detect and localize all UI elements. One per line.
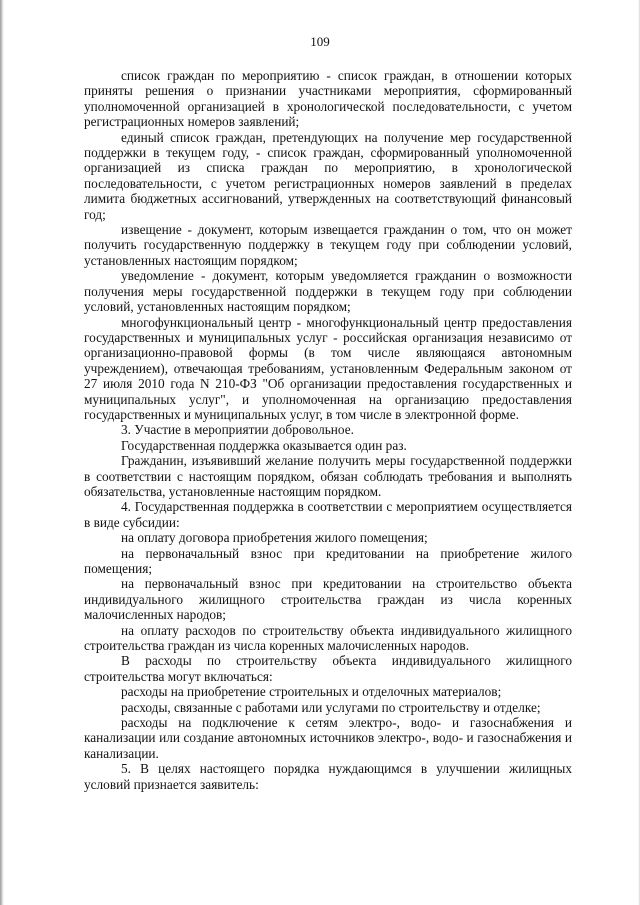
- paragraph-materials: расходы на приобретение строительных и отделочных материалов;: [121, 684, 502, 700]
- scan-left-edge: [0, 0, 4, 905]
- paragraph-mfc: многофункциональный центр - многофункциональный центр предоставления государственных и муниципальных услуг - российская организация независимо от организационно-правовой формы (в том числе являющаяся автономным учреждением), отвечающая требованиям, установленным Федеральным законом от 27 июля 2010 года N 210-ФЗ "Об организации предоставления государственных и муниципальных услуг", и уполномоченная на организацию предоставления государственных и муниципальных услуг, в том числе в электронной форме.: [84, 314, 572, 422]
- paragraph-subsidy-intro: 4. Государственная поддержка в соответствии с мероприятием осуществляется в виде субсидии:: [84, 499, 572, 530]
- paragraph-unified-list: единый список граждан, претендующих на получение мер государственной поддержки в текущем году, - список граждан, сформированный уполномоченной организацией из списка граждан по мероприятию, в хронологической последовательности, с учетом регистрационных номеров заявлений в пределах лимита бюджетных ассигнований, утвержденных на соответствующий финансовый год;: [84, 129, 572, 222]
- paragraph-subsidy-construction-costs: на оплату расходов по строительству объекта индивидуального жилищного строительства граждан из числа коренных малочисленных народов.: [84, 622, 572, 654]
- paragraph-needy: 5. В целях настоящего порядка нуждающимся в улучшении жилищных условий признается заявитель:: [84, 761, 572, 792]
- page-number: 109: [310, 34, 330, 49]
- document-body: [84, 68, 572, 792]
- paragraph-notice: извещение - документ, которым извещается гражданин о том, что он может получить государственную поддержку в текущем году при соблюдении условий, установленных настоящим порядком;: [84, 222, 572, 268]
- paragraph-obligations: Гражданин, изъявивший желание получить меры государственной поддержки в соответствии с настоящим порядком, обязан соблюдать требования и выполнять обязательства, установленные настоящим порядком.: [84, 453, 572, 499]
- paragraph-construction-costs-intro: В расходы по строительству объекта индивидуального жилищного строительства могут включаться:: [84, 653, 572, 684]
- paragraph-utilities: расходы на подключение к сетям электро-, водо- и газоснабжения и канализации или создание автономных источников электро-, водо- и газоснабжения и канализации.: [84, 715, 572, 761]
- paragraph-subsidy-construction-credit: на первоначальный взнос при кредитовании на строительство объекта индивидуального жилищного строительства граждан из числа коренных малочисленных народов;: [84, 576, 572, 623]
- paragraph-works: расходы, связанные с работами или услугами по строительству и отделке;: [121, 699, 541, 715]
- paragraph-once: Государственная поддержка оказывается один раз.: [121, 437, 407, 453]
- paragraph-subsidy-purchase: на оплату договора приобретения жилого помещения;: [121, 530, 428, 546]
- paragraph-notification: уведомление - документ, которым уведомляется гражданин о возможности получения меры государственной поддержки в текущем году при соблюдении условий, установленных настоящим порядком;: [84, 268, 572, 315]
- paragraph-voluntary: 3. Участие в мероприятии добровольное.: [121, 422, 354, 438]
- paragraph-citizens-list: список граждан по мероприятию - список граждан, в отношении которых приняты решения о признании участниками мероприятия, сформированный уполномоченной организацией в хронологической последовательности, с учетом регистрационных номеров заявлений;: [84, 68, 572, 130]
- paragraph-subsidy-down-payment: на первоначальный взнос при кредитовании на приобретение жилого помещения;: [84, 545, 572, 576]
